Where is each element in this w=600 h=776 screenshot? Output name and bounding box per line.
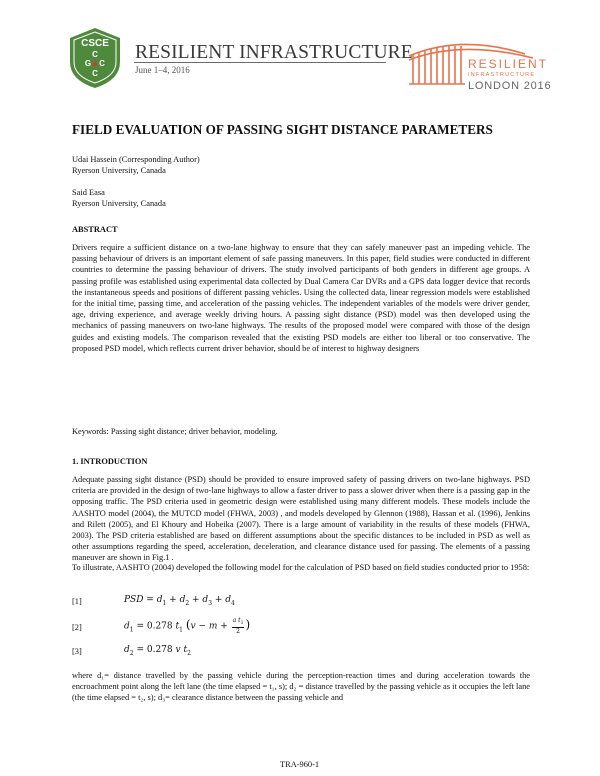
- equation-1: PSD = $d_1 + d_2 + d_3 + d_4$: [124, 595, 235, 607]
- equation-2-number: [2]: [72, 623, 82, 632]
- introduction-paragraph-1: Adequate passing sight distance (PSD) should be provided to ensure improved safety of passing drivers on two-lane highways. PSD criteria are provided in the design of two-lane highways to allow a faster driver to pass a slower driver when there is a passing gap in the opposing traffic. The PSD criteria used in geometric design were established using many different models. These models include the AASHTO model (2004), the MUTCD model (FHWA, 2003) , and models developed by Glennon (1988), Hassan et al. (1996), Jenkins and Rilett (2005), and El Khoury and Hobeika (2007). There is a large amount of variability in the results of these models (FHWA, 2003). The PSD criteria established are based on different assumptions about the specific distances to be included in PSD as well as other assumptions regarding the speed, acceleration, deceleration, and clearance distance used for passing. The elements of a passing maneuver are shown in Fig.1 .: [72, 475, 530, 563]
- author-1-affiliation: Ryerson University, Canada: [72, 166, 166, 175]
- svg-text:G: G: [84, 59, 92, 68]
- author-2-affiliation: Ryerson University, Canada: [72, 199, 166, 208]
- csce-logo: [66, 26, 124, 90]
- ri-logo-line3: LONDON 2016: [468, 80, 552, 92]
- keywords: Keywords: Passing sight distance; driver behavior, modeling.: [72, 427, 278, 436]
- equation-3-number: [3]: [72, 647, 82, 656]
- conference-date: June 1–4, 2016: [135, 65, 190, 75]
- paper-title: FIELD EVALUATION OF PASSING SIGHT DISTANCE PARAMETERS: [72, 122, 493, 137]
- equation-3: $d_2 = 0.278$ v $t_2$: [124, 645, 191, 657]
- ri-logo-line1: RESILIENT: [468, 57, 549, 71]
- svg-text:C: C: [92, 50, 98, 59]
- author-2-name: Said Easa: [72, 188, 105, 197]
- equation-2: $d_1 = 0.278$ $t_1$ (v − m + $\frac{a t_1}{2}$ ): [124, 617, 251, 636]
- equation-1-number: [1]: [72, 597, 82, 606]
- ri-logo-line2: INFRASTRUCTURE: [468, 72, 536, 78]
- svg-text:C: C: [99, 59, 105, 68]
- header-divider: [134, 62, 386, 63]
- conference-title: RESILIENT INFRASTRUCTURE: [135, 42, 413, 63]
- equation-1-lhs: PSD: [124, 595, 144, 605]
- author-1-name: Udai Hassein (Corresponding Author): [72, 155, 200, 164]
- svg-text:C: C: [92, 69, 98, 78]
- introduction-heading: 1. INTRODUCTION: [72, 457, 148, 466]
- abstract-body: Drivers require a sufficient distance on a two-lane highway to ensure that they can safely maneuver past an impeding vehicle. The passing behaviour of drivers is an important element of safe passing maneuvers. In this paper, field studies were conducted in different countries to determine the passing behaviour of drivers. The study involved participants of both genders in different age groups. A passing profile was established using experimental data collected by Dual Camera Car DVRs and a GPS data logger device that records the instantaneous speeds and positions of different passing vehicles. Using the collected data, linear regression models were established for the initial time, passing time, and acceleration of the passing vehicles. The independent variables of the models were driver gender, age, driving experience, and average weekly driving hours. A passing sight distance (PSD) model was then developed using the mechanics of passing maneuvers on two-lane highways. The results of the proposed model were compared with those of the design guides and existing models. The comparison revealed that the existing PSD models are either too liberal or too conservative. The proposed PSD model, which reflects current driver behavior, should be of interest to highway designers: [72, 243, 530, 353]
- abstract-heading: ABSTRACT: [72, 225, 118, 234]
- introduction-paragraph-2: To illustrate, AASHTO (2004) developed the following model for the calculation of PSD based on field studies conducted prior to 1958:: [72, 563, 530, 572]
- svg-text:CSCE: CSCE: [81, 38, 109, 49]
- variable-definitions: where d₁= distance travelled by the passing vehicle during the perception-reaction times and during acceleration towards the encroachment point along the left lane (the time elapsed = t₁, s); d₂ = distance travelled by the passing vehicle as it occupies the left lane (the time elapsed = t₂, s); d₃= clearance distance between the passing vehicle and: [72, 671, 530, 703]
- page-number: TRA-960-1: [280, 760, 320, 769]
